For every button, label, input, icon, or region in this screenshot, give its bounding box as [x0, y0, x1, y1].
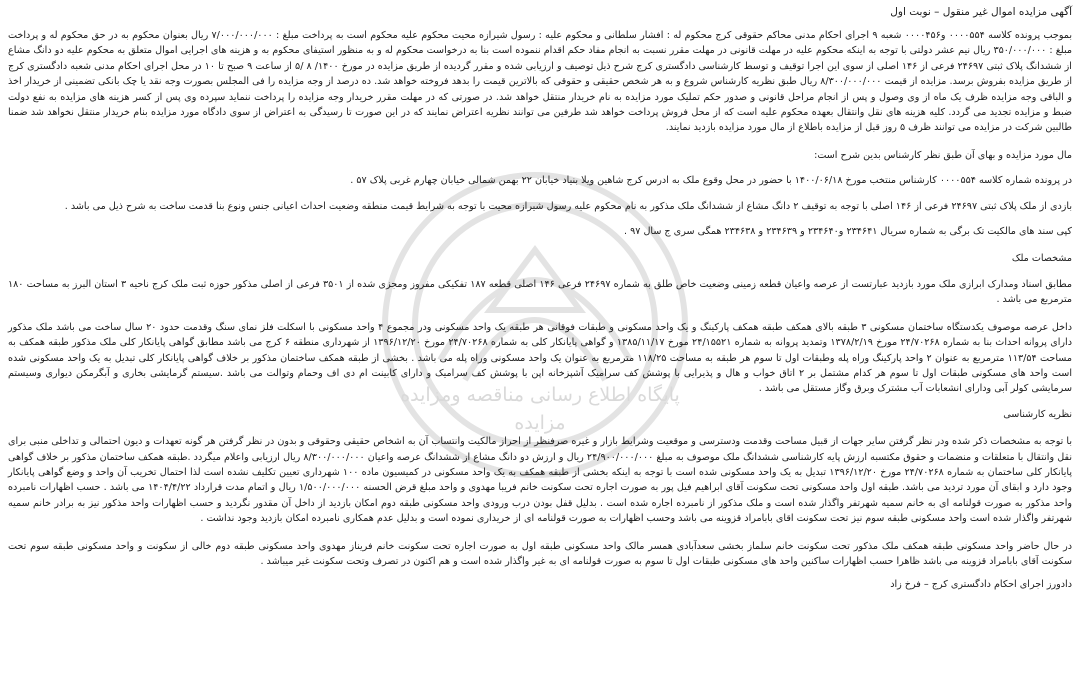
occupancy-paragraph: در حال حاضر واحد مسکونی طبقه همکف ملک مذکور تحت سکونت خانم سلماز بخشی سعدآبادی همسر مالک واحد مسکونی طبقه اول به صورت اجاره تحت سکونت خانم فریناز مهدوی واحد مسکونی طبقه دوم خالی از سکونت و واحد مسکونی طبقه سوم تحت سکونت آقای بابامراد قزوینه می باشد ظاهرا حسب اظهارات ساکنین واحد های مسکونی طبقات اول تا سوم به صورت قولنامه ای به غیر واگذار شده است و هم اکنون در تصرف وتحت سکونت غیر میباشد . [8, 540, 1072, 567]
inspection-paragraph: بازدی از ملک پلاک ثبتی ۲۴۶۹۷ فرعی از ۱۴۶ اصلی با توجه به توقیف ۲ دانگ مشاع از ششدانگ ملک مذکور به نام محکوم علیه رسول شیرازه محیت با توجه به شرایط قیمت منطقه وضعیت احداث اعیانی جنس ونوع بنا قدمت ساخت به شرح ذیل می باشد . [64, 200, 1072, 212]
deeds-paragraph: کپی سند های مالکیت تک برگی به شماره سریال ۲۳۴۶۴۱ و۲۳۴۶۴۰ و ۲۳۴۶۳۹ و ۲۳۴۶۳۸ همگی سری ج سال ۹۷ . [623, 226, 1072, 238]
auction-notice-document [8, 4, 1072, 676]
building-description-paragraph: داخل عرصه موصوف یکدستگاه ساختمان مسکونی ۳ طبقه بالای همکف طبقه همکف پارکینگ و یک واحد مسکونی و طبقات فوقانی هر طبقه یک واحد مسکونی ودر مجموع ۴ واحد مسکونی با اسکلت فلز نمای سنگ وقدمت حدود ۲۰ سال ساخت می باشد ملک مذکور دارای پروانه احداث بنا به شماره ۲۴/۷۰۲۶۸ مورخ ۱۳۷۸/۲/۱۹ وتمدید پروانه به شماره ۲۴/۱۵۵۲۱ مورخ ۱۳۸۵/۱۱/۱۷ و گواهی پایانکار کلی به شماره ۲۴/۷۰۲۶۸ مورخ ۱۳۹۶/۱۲/۲۰ از شهرداری منطقه ۶ کرج می باشد مطابق گواهی پایانکار کلی ملک مذکور طبقه همکف به مساحت ۱۱۳/۵۴ مترمربع به عنوان ۲ واحد پارکینگ وراه پله وطبقات اول تا سوم هر طبقه به مساحت ۱۱۸/۲۵ مترمربع به عنوان یک واحد مسکونی وراه پله می باشد . بخشی از طبقه همکف ساختمان مذکور بر خلاف گواهی پایانکار کلی تبدیل به یک واحد مسکونی شده است واحد های مسکونی طبقات اول تا سوم هر کدام مشتمل بر ۲ اتاق خواب و هال و پذیرایی با پوشش کف سرامیک آشپزخانه اپن با پوشش کف سرامیک و دارای کابینت ام دی اف وحمام وتوالت می باشد .سیستم گرمایشی بخاری و آبگرمکن دیواری وسیستم سرمایشی کولر آبی ودارای انشعابات آب مشترک وبرق وگاز مستقل می باشد . [8, 321, 1072, 395]
property-specs-paragraph: مطابق اسناد ومدارک ابرازی ملک مورد بازدید عبارتست از عرصه واعیان قطعه زمینی وضعیت خاص طلق به شماره ۲۴۶۹۷ فرعی ۱۴۶ اصلی قطعه ۱۸۷ تفکیکی مفروز ومجزی شده از ۳۵۰۱ فرعی از اصلی مذکور حوزه ثبت ملک کرج ناحیه ۳ استان البرز به مساحت ۱۸۰ مترمربع می باشد . [8, 278, 1072, 306]
expert-opinion-heading: نظریه کارشناسی [1003, 408, 1072, 420]
notice-title: آگهی مزایده اموال غیر منقول – نوبت اول [890, 6, 1072, 18]
expert-opinion-paragraph: با توجه به مشخصات ذکر شده ودر نظر گرفتن سایر جهات از قبیل مساحت وقدمت ودسترسی و موقعیت وشرایط بازار و غیره صرفنظر از احراز مالکیت وانتساب آن به اشخاص حقیقی وحقوقی و بدون در نظر گرفتن هر گونه تعهدات و دیون احتمالی و تداخلی منبی برای نقل وانتقال با متعلقات و منضمات و حقوق مکتسبه ارزش پایه کارشناسی ششدانگ ملک موصوف به مبلغ ۲۴/۹۰۰/۰۰۰/۰۰۰ ریال و ارزش دو دانگ مشاع از ششدانگ عرصه واعیان ۸/۳۰۰/۰۰۰/۰۰۰ ریال ارزیابی واعلام میگردد .طبقه همکف ساختمان مذکور بر خلاف گواهی پایانکار کلی ساختمان به شماره ۲۴/۷۰۲۶۸ مورخ ۱۳۹۶/۱۲/۲۰ تبدیل به یک واحد مسکونی شده است با توجه به اینکه بخشی از طبقه همکف به یک واحد مسکونی در کمیسیون ماده ۱۰۰ شهرداری تعیین تکلیف نشده است لذا احتمال تخریب آن واحد و وضع گواهی پایانکار وجود دارد و ابقای آن مورد تردید می باشد. طبقه اول واحد مسکونی تحت سکونت آقای ابراهیم فیل پور به صورت اجاره تحت سکونت خانم فریبا مهدوی و واحد مبلغ قرض الحسنه ۱/۵۰۰/۰۰۰/۰۰۰ ریال و اتمام مدت قرارداد ۱۴۰۴/۴/۲۲ می باشد . حسب اظهارات نامبرده واحد مذکور به صورت قولنامه ای به خانم سمیه شهرتفر واگذار شده است و ملک مذکور از نامبرده اجاره شده است . بدلیل قفل بودن درب ورودی واحد مسکونی طبقه دوم امکان بازدید از داخل آن مقدور نگردید و حسب اظهارات واحد مذکور نیز به برادر خانم سمیه شهرتفر واگذار شده است واحد مسکونی طبقه سوم نیز تحت سکونت اقای بابامراد قزوینه می باشد وحسب اظهارات به صورت قولنامه ای از خریداری نموده است و بدلیل عدم همکاری نامبرده امکان بازدید وجود نداشت . [8, 436, 1072, 525]
valuation-heading: مال مورد مزایده و بهای آن طبق نظر کارشناس بدین شرح است: [814, 149, 1072, 161]
watermark-text: پایگاه اطلاع رسانی مناقصه ومزایده [400, 384, 680, 406]
intro-paragraph: بموجب پرونده کلاسه ۰۰۰۰۵۵۴ و۰۰۰۰۴۵۶ شعبه ۹ اجرای احکام مدنی محاکم حقوقی کرج محکوم له : افشار سلطانی و محکوم علیه : رسول شیرازه محیت محکوم علیه محکوم است به پرداخت مبلغ : ۷/۰۰۰/۰۰۰/۰۰۰ ریال بعنوان محکوم به در حق محکوم له و پرداخت مبلغ : ۳۵۰/۰۰۰/۰۰۰ ریال نیم عشر دولتی با توجه به اینکه محکوم علیه در مهلت قانونی در مهلت مقرر نسبت به انجام مفاد حکم اقدام ننموده است بنا به درخواست محکوم له و به منظور استیفای محکوم به و هزینه های اجرایی اموال متعلق به محکوم علیه دو دانگ مشاع از ششدانگ پلاک ثبتی ۲۴۶۹۷ فرعی از ۱۴۶ اصلی از سوی این اجرا توقیف و توسط کارشناسی دادگستری کرج شرح ذیل توصیف و ارزیابی شده و مقرر گردیده از طریق مزایده در مورخ ۱۴۰۰/ ۸ /۵ از ساعت ۹ صبح تا ۱۰ در محل اجرای احکام مدنی شعبه دادگستری کرج از طریق مزایده بفروش برسد. مزایده از قیمت ۸/۳۰۰/۰۰۰/۰۰۰ ریال طبق نظریه کارشناس شروع و به هر شخص حقیقی و حقوقی که بالاترین قیمت را بدهد فروخته خواهد شد. ده درصد از وجه مزایده را فی المجلس بصورت وجه نقد یا چک بانکی تضمینی از خریدار اخذ و الباقی وجه مزایده ظرف یک ماه از وی وصول و پس از انجام مراحل قانونی و صدور حکم تملیک مورد مزایده به نام خریدار منتقل خواهد شد. در صورتی که در مهلت مقرر خریدار وجه مزایده را پرداخت ننماید سپرده وی پس از کسر هزینه های مزایده به نفع دولت ضبط و مزایده تجدید می گردد. کلیه هزینه های نقل وانتقال بعهده محکوم علیه است که از محل فروش پرداخت خواهد شد طرفین می توانند نظریه اعتراض نمایند که در این صورت تا رسیدگی به اعتراض از سوی دادگاه مورد مزایده بنام خریدار منتقل نخواهد شد ضمنا طالبین شرکت در مزایده می توانند ظرف ۵ روز قبل از مزایده باطلاع از مال مورد مزایده بازدید نمایند. [8, 30, 1073, 134]
watermark-text-secondary: مزایده [514, 412, 566, 434]
signature-line: دادورز اجرای احکام دادگستری کرج – فرخ زاد [890, 579, 1072, 591]
property-specs-heading: مشخصات ملک [1011, 253, 1072, 265]
expert-visit-paragraph: در پرونده شماره کلاسه ۰۰۰۰۵۵۴ کارشناس منتخب مورخ ۱۴۰۰/۰۶/۱۸ با حضور در محل وقوع ملک به ادرس کرج شاهین ویلا بنیاد خیابان ۲۲ بهمن شمالی خیابان چهارم غربی پلاک ۵۷ . [350, 175, 1072, 187]
